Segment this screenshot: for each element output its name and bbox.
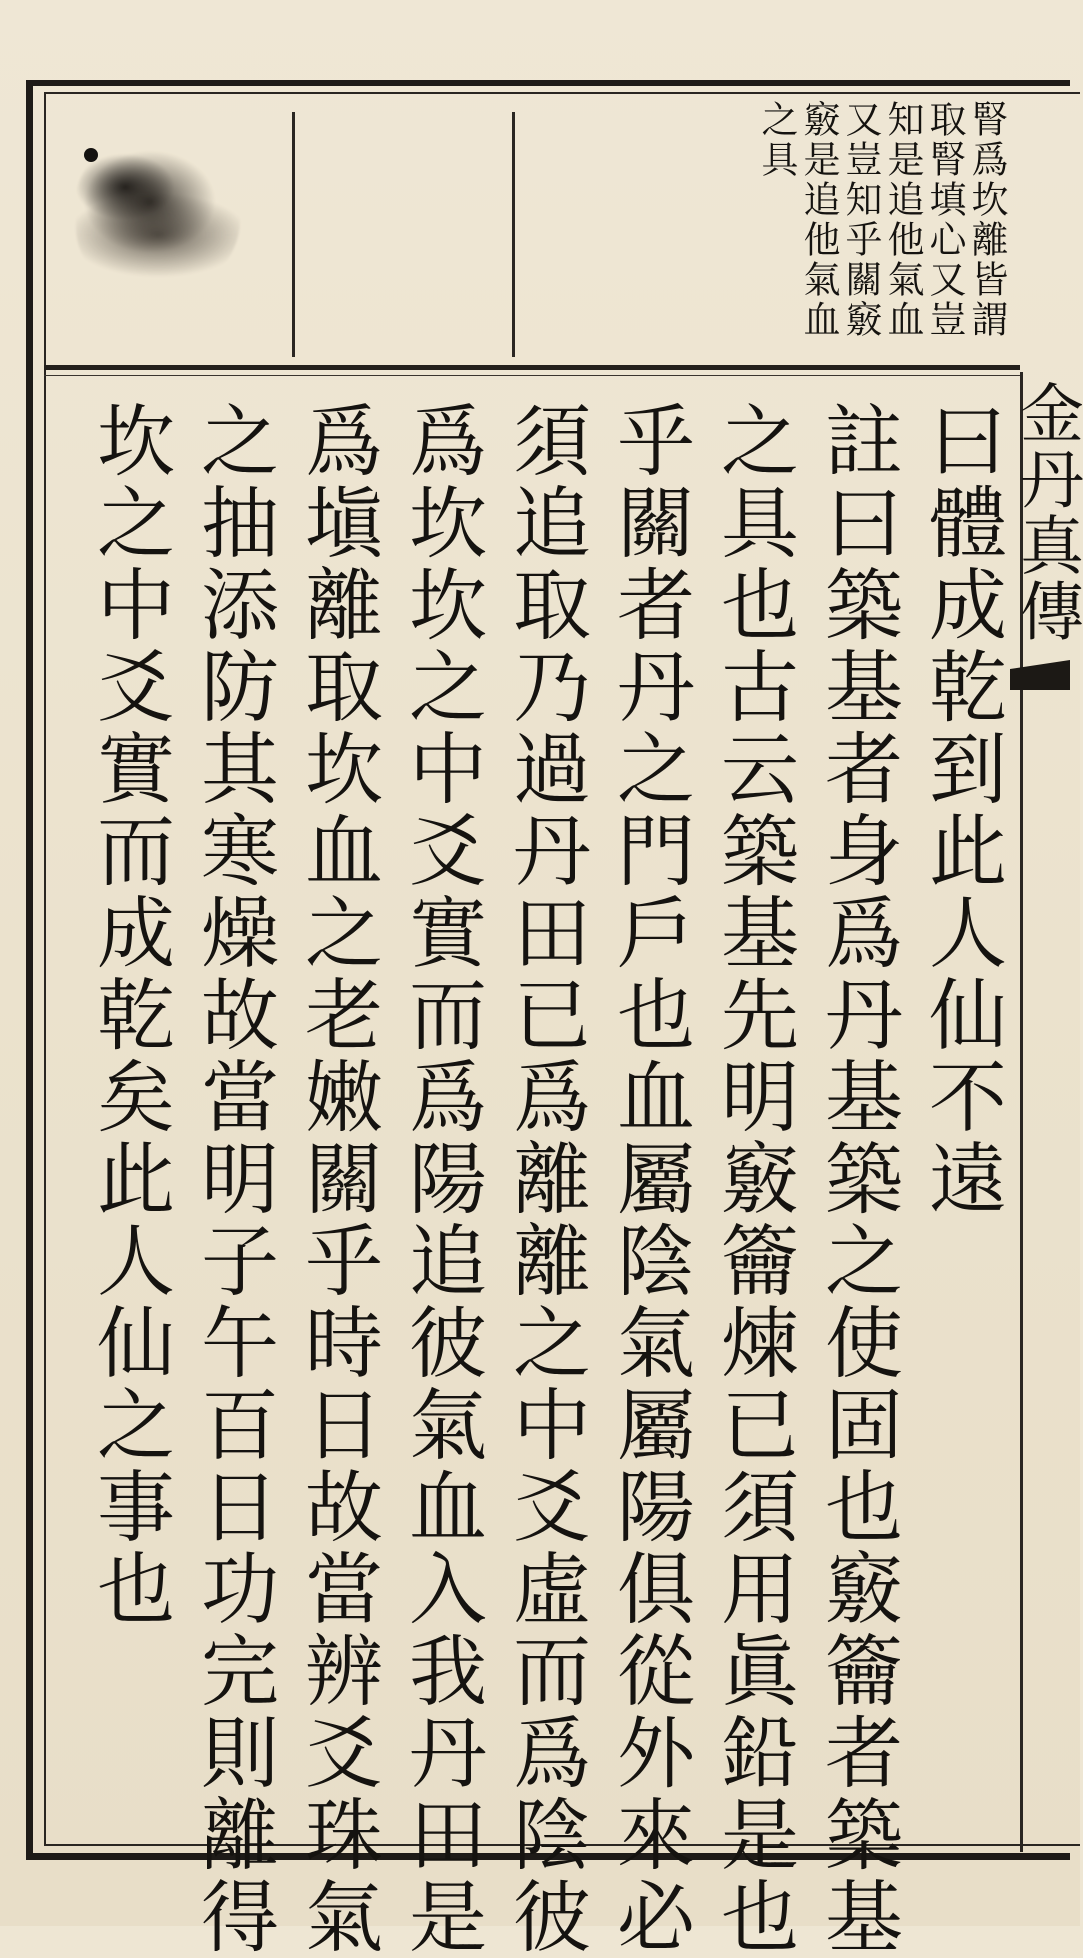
header-column-line (292, 112, 295, 357)
book-title: 金丹真傳 (1009, 380, 1083, 644)
header-note-column: 知是追他氣血 (881, 100, 924, 340)
body-column: 坎之中爻實而成乾矣此人仙之事也 (84, 400, 174, 1630)
body-column: 爲坎坎之中爻實而爲陽追彼氣血入我丹田是 (396, 400, 486, 1958)
body-column: 須追取乃過丹田已爲離離之中爻虛而爲陰彼 (500, 400, 590, 1958)
header-note-column: 又豈知乎關竅 (839, 100, 882, 340)
header-note-column: 取腎填心又豈 (923, 100, 966, 340)
body-column: 之具也古云築基先明竅籥煉已須用眞鉛是也 (708, 400, 798, 1958)
body-column: 註曰築基者身爲丹基築之使固也竅籥者築基 (812, 400, 902, 1958)
header-divider (44, 365, 1020, 370)
body-column: 乎關者丹之門戶也血屬陰氣屬陽俱從外來必 (604, 400, 694, 1958)
body-column: 爲塡離取坎血之老嫩關乎時日故當辨爻珠氣 (292, 400, 382, 1958)
header-divider-thin (44, 375, 1020, 376)
header-note-column: 腎爲坎離皆謂 (965, 100, 1008, 340)
header-note-column: 竅是追他氣血 (797, 100, 840, 340)
header-column-line (512, 112, 515, 357)
body-column: 之抽添防其寒燥故當明子午百日功完則離得 (188, 400, 278, 1958)
ink-dot (84, 148, 98, 162)
header-note-column: 之具 (755, 100, 798, 180)
body-column: 曰體成乾到此人仙不遠 (916, 400, 1006, 1220)
